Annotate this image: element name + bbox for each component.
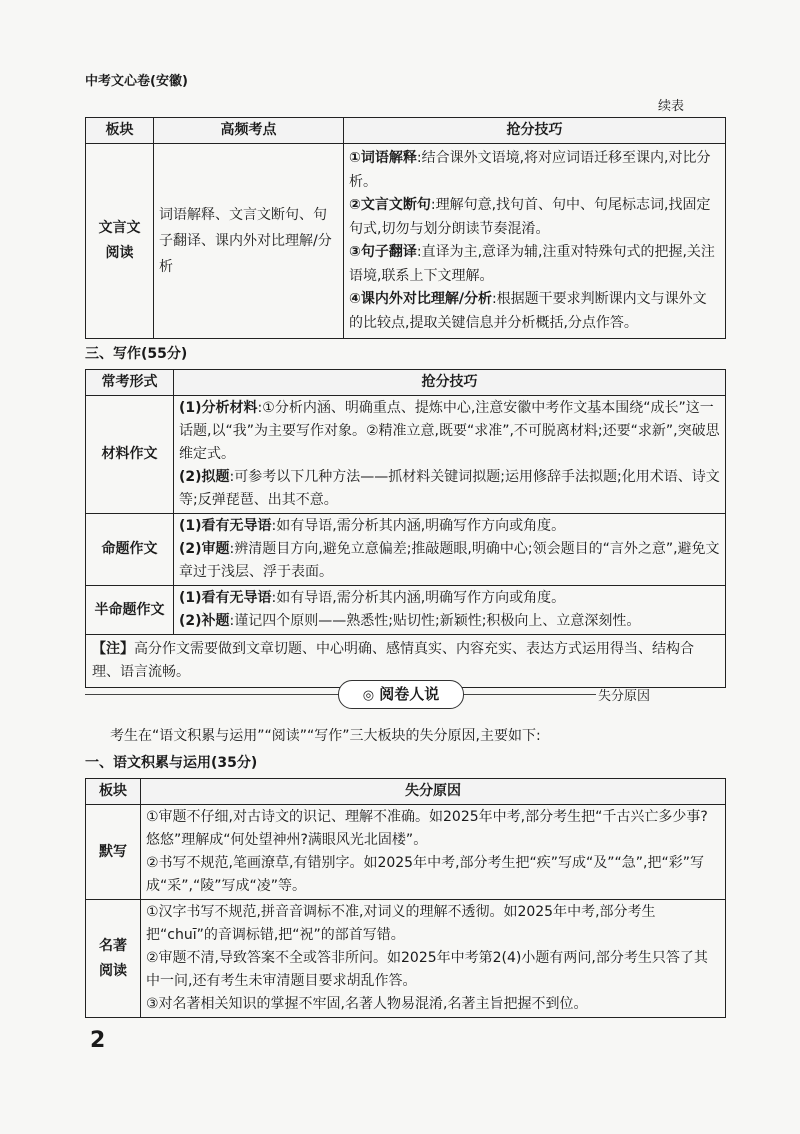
category-cell xyxy=(86,144,154,339)
tip-text: :辨清题目方向,避免立意偏差;推敲题眼,明确中心;领会题目的“言外之意”,避免文章过于浅层、浮于表面。 xyxy=(179,541,720,580)
tip-item xyxy=(179,515,720,538)
tip-item xyxy=(349,288,720,335)
tips-cell xyxy=(174,514,726,586)
section-title-writing: 三、写作(55分) xyxy=(85,346,188,362)
note-label: 【注】 xyxy=(92,641,134,657)
tip-item xyxy=(349,241,720,288)
category-line: 阅读 xyxy=(99,962,127,979)
category-line: 名著 xyxy=(99,937,127,954)
table-row xyxy=(86,586,726,635)
category-line: 阅读 xyxy=(105,245,134,261)
table-header-row xyxy=(86,779,726,805)
tip-text: :①分析内涵、明确重点、提炼中心,注意安徽中考作文基本围绕“成长”这一话题,以“我”为主要写作对象。②精准立意,既要“求准”,不可脱离材料;还要“求新”,突破思维定式。 xyxy=(179,400,720,462)
banner-rule-left xyxy=(85,694,338,695)
chinese-loss-table xyxy=(85,778,726,1018)
tips-cell xyxy=(174,396,726,514)
note-text: 高分作文需要做到文章切题、中心明确、感情真实、内容充实、表达方式运用得当、结构合理、语言流畅。 xyxy=(92,641,694,680)
header-cell: 板块 xyxy=(86,779,141,805)
tip-label: ①词语解释 xyxy=(349,150,417,166)
continued-label: 续表 xyxy=(658,99,685,114)
table-row xyxy=(86,900,726,1018)
category-line: 文言文 xyxy=(98,220,141,236)
tip-label: (1)看有无导语 xyxy=(179,590,272,606)
reasons-cell xyxy=(141,900,726,1018)
section-title-chinese: 一、语文积累与运用(35分) xyxy=(85,755,258,771)
tip-label: (2)审题 xyxy=(179,541,230,557)
reason-item: ①审题不仔细,对古诗文的识记、理解不准确。如2025年中考,部分考生把“千古兴亡多少事?悠悠”理解成“何处望神州?满眼风光北固楼”。 xyxy=(146,809,708,848)
header-cell: 高频考点 xyxy=(154,118,344,144)
reason-item: ②审题不清,导致答案不全或答非所问。如2025年中考第2(4)小题有两问,部分考生只答了其中一问,还有考生未审清题目要求胡乱作答。 xyxy=(146,950,708,989)
table-row xyxy=(86,805,726,900)
tip-item xyxy=(179,587,720,610)
banner-title-text: 阅卷人说 xyxy=(379,685,440,703)
banner-rule-right xyxy=(462,694,596,695)
tip-text: :理解句意,找句首、句中、句尾标志词,找固定句式,切勿与划分朗读节奏混淆。 xyxy=(349,197,711,237)
tip-text: :可参考以下几种方法——抓材料关键词拟题;运用修辞手法拟题;化用术语、诗文等;反弹琵琶、出其不意。 xyxy=(179,469,720,508)
eye-icon: ◎ xyxy=(362,688,375,703)
tip-label: (2)补题 xyxy=(179,613,230,629)
table-row xyxy=(86,514,726,586)
tip-text: :直译为主,意译为辅,注重对特殊句式的把握,关注语境,联系上下文理解。 xyxy=(349,244,715,284)
book-title: 中考文心卷(安徽) xyxy=(85,74,188,89)
page-number: 2 xyxy=(90,1028,106,1053)
header-cell: 失分原因 xyxy=(141,779,726,805)
tip-item xyxy=(179,397,720,466)
tip-text: :如有导语,需分析其内涵,明确写作方向或角度。 xyxy=(271,590,566,606)
tip-item xyxy=(179,610,720,633)
tip-item xyxy=(349,194,720,241)
table-row xyxy=(86,396,726,514)
tip-label: (1)看有无导语 xyxy=(179,518,272,534)
header-cell: 抢分技巧 xyxy=(344,118,726,144)
tip-label: (2)拟题 xyxy=(179,469,230,485)
tips-cell xyxy=(344,144,726,339)
tip-item xyxy=(179,538,720,584)
tip-text: :谨记四个原则——熟悉性;贴切性;新颖性;积极向上、立意深刻性。 xyxy=(229,613,641,629)
reason-item: ①汉字书写不规范,拼音音调标不准,对词义的理解不透彻。如2025年中考,部分考生把“chuī”的音调标错,把“祝”的部首写错。 xyxy=(146,904,656,943)
tip-item xyxy=(349,147,720,194)
intro-text: 考生在“语文积累与运用”“阅读”“写作”三大板块的失分原因,主要如下: xyxy=(110,728,541,744)
tip-text: :结合课外文语境,将对应词语迁移至课内,对比分析。 xyxy=(349,150,711,190)
table-header-row xyxy=(86,118,726,144)
banner-title xyxy=(338,680,464,709)
header-cell: 抢分技巧 xyxy=(174,370,726,396)
writing-table xyxy=(85,369,726,688)
reason-item: ③对名著相关知识的掌握不牢固,名著人物易混淆,名著主旨把握不到位。 xyxy=(146,996,588,1012)
form-cell: 半命题作文 xyxy=(86,586,174,635)
tip-item xyxy=(179,466,720,512)
reason-item: ②书写不规范,笔画潦草,有错别字。如2025年中考,部分考生把“疾”写成“及”“急”,把“彩”写成“采”,“陵”写成“凌”等。 xyxy=(146,855,705,894)
tip-text: :根据题干要求判断课内文与课外文的比较点,提取关键信息并分析概括,分点作答。 xyxy=(349,291,707,331)
table-row xyxy=(86,144,726,339)
tip-label: ②文言文断句 xyxy=(349,197,431,213)
form-cell: 命题作文 xyxy=(86,514,174,586)
category-line: 默写 xyxy=(99,843,127,860)
table-header-row xyxy=(86,370,726,396)
tip-label: ④课内外对比理解/分析 xyxy=(349,291,492,307)
classical-reading-table xyxy=(85,117,726,339)
header-cell: 常考形式 xyxy=(86,370,174,396)
topics-cell: 词语解释、文言文断句、句子翻译、课内外对比理解/分析 xyxy=(154,144,344,339)
reasons-cell xyxy=(141,805,726,900)
tip-label: ③句子翻译 xyxy=(349,244,417,260)
tip-text: :如有导语,需分析其内涵,明确写作方向或角度。 xyxy=(271,518,566,534)
header-cell: 板块 xyxy=(86,118,154,144)
category-cell xyxy=(86,805,141,900)
banner-right-label: 失分原因 xyxy=(598,689,651,704)
tips-cell xyxy=(174,586,726,635)
tip-label: (1)分析材料 xyxy=(179,400,258,416)
form-cell: 材料作文 xyxy=(86,396,174,514)
category-cell xyxy=(86,900,141,1018)
